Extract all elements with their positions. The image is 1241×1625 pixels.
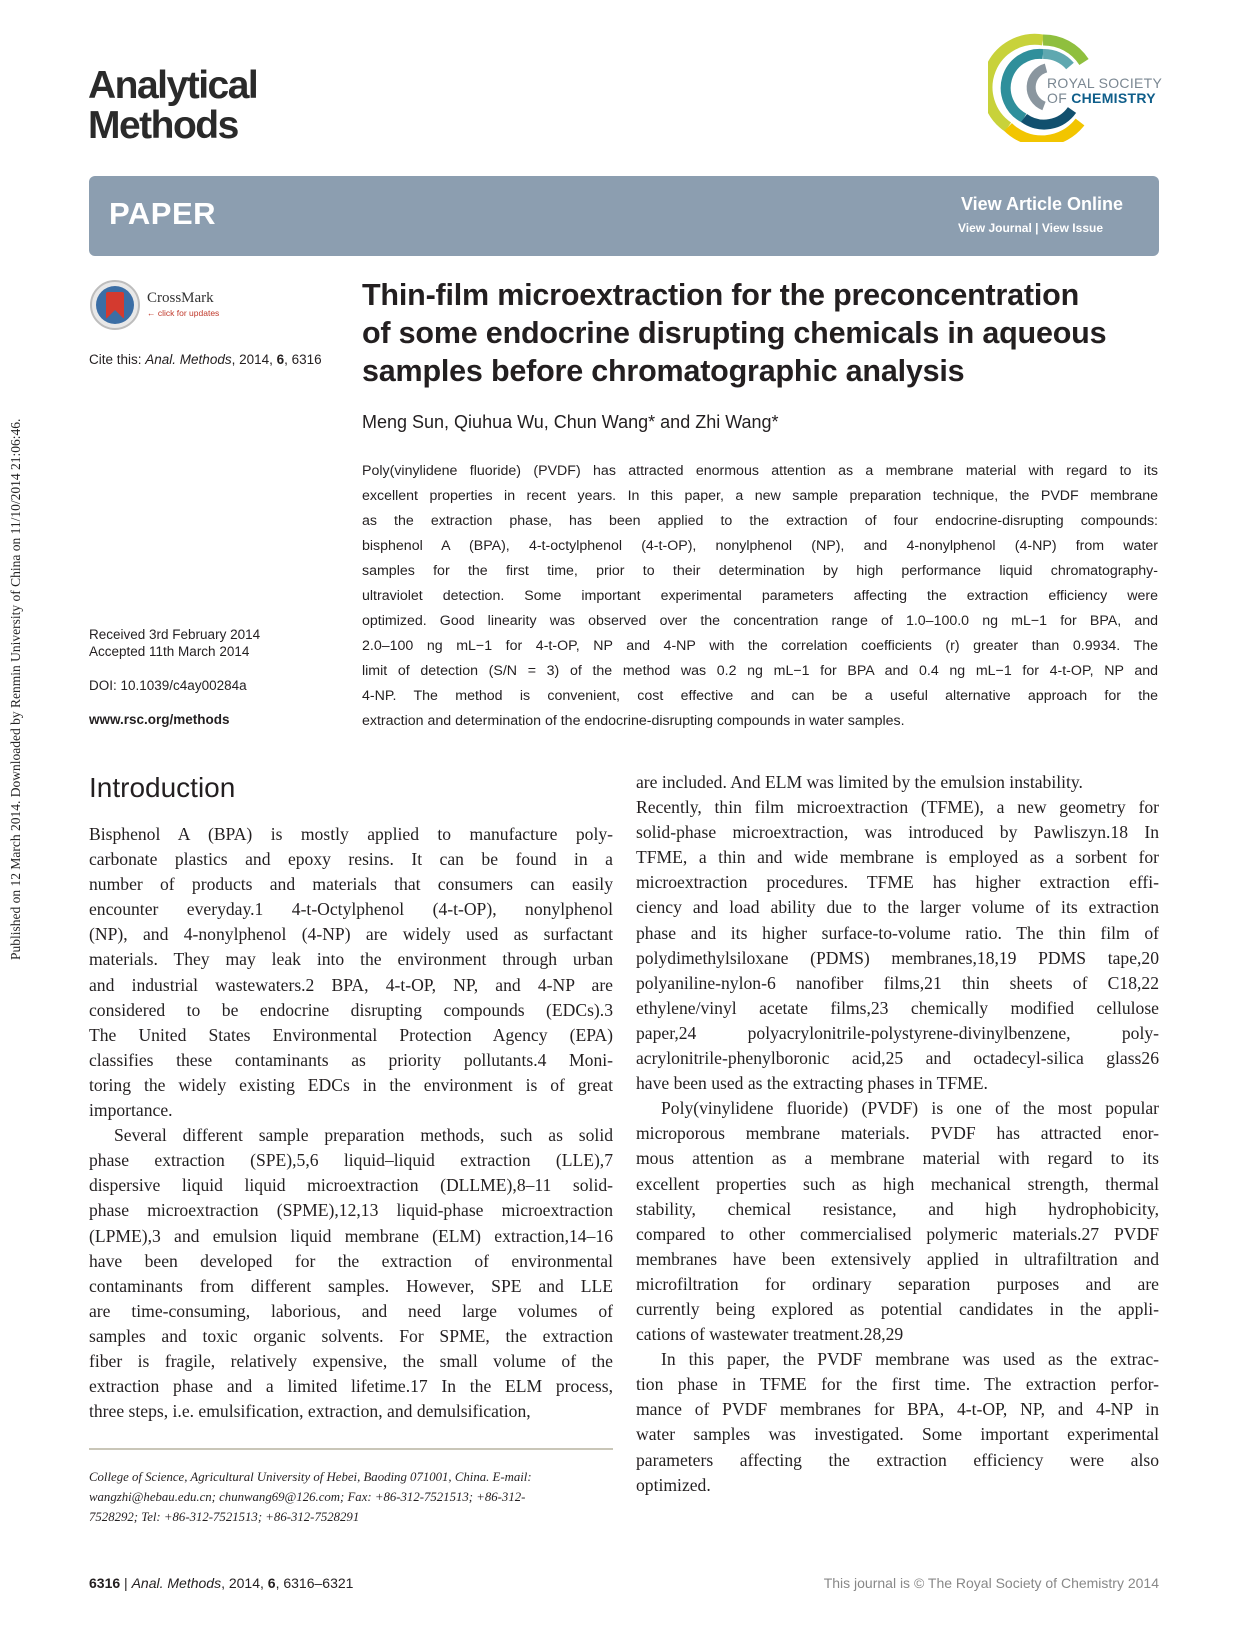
citation-year: , 2014,	[231, 352, 277, 367]
body-text-line: materials. They may leak into the environment through urban	[89, 949, 613, 970]
body-text-line: phase microextraction (SPME),12,13 liquid-phase microextraction	[89, 1200, 613, 1221]
footer-separator: |	[120, 1575, 132, 1591]
abstract-line: limit of detection (S/N = 3) of the method was 0.2 ng mL−1 for BPA and 0.4 ng mL−1 for 4-t-OP, NP and	[362, 663, 1158, 679]
article-type-banner	[89, 176, 1159, 256]
crossmark-sublabel-text: click for updates	[157, 308, 220, 318]
body-text-line: parameters affecting the extraction efficiency were also	[636, 1449, 1159, 1470]
body-text-line: In this paper, the PVDF membrane was used as the extrac-	[661, 1349, 1159, 1370]
body-text-line: currently being explored as potential candidates in the appli-	[636, 1298, 1159, 1319]
footer-volume: 6	[267, 1575, 276, 1591]
abstract-line: bisphenol A (BPA), 4-t-octylphenol (4-t-OP), nonylphenol (NP), and 4-nonylphenol (4-NP) from water	[362, 538, 1158, 554]
affiliation-line: College of Science, Agricultural University of Hebei, Baoding 071001, China. E-mail:	[89, 1470, 532, 1484]
download-watermark	[6, 310, 26, 960]
crossmark-badge[interactable]	[89, 279, 249, 333]
abstract-line: excellent properties in recent years. In this paper, a new sample preparation technique, the PVDF membrane	[362, 488, 1158, 504]
body-text-line: (NP), and 4-nonylphenol (4-NP) are widely used as surfactant	[89, 924, 613, 945]
body-text-line: polyaniline-nylon-6 nanofiber films,21 thin sheets of C18,22	[636, 972, 1159, 993]
body-text-line: phase extraction (SPE),5,6 liquid–liquid extraction (LLE),7	[89, 1150, 613, 1171]
abstract	[362, 459, 1158, 734]
citation	[89, 352, 322, 367]
body-text-line: fiber is fragile, relatively expensive, the small volume of the	[89, 1350, 613, 1371]
article-type-label: PAPER	[109, 196, 217, 231]
body-text-line: carbonate plastics and epoxy resins. It can be found in a	[89, 849, 613, 870]
section-heading-introduction: Introduction	[89, 772, 236, 803]
body-text-line: microextraction procedures. TFME has higher extraction effi-	[636, 872, 1159, 893]
banner-sublinks	[958, 221, 1103, 235]
body-text-line: dispersive liquid liquid microextraction (DLLME),8–11 solid-	[89, 1175, 613, 1196]
body-text-line: have been used as the extracting phases in TFME.	[636, 1073, 988, 1094]
body-text-line: microporous membrane materials. PVDF has attracted enor-	[636, 1123, 1159, 1144]
body-text-line: water samples was investigated. Some important experimental	[636, 1424, 1159, 1445]
body-text-line: ethylene/vinyl acetate films,23 chemically modified cellulose	[636, 997, 1159, 1018]
citation-page: , 6316	[284, 352, 322, 367]
rsc-logo-line2	[1047, 91, 1162, 106]
body-text-line: mous attention as a membrane material with regard to its	[636, 1148, 1159, 1169]
body-text-line: mance of PVDF membranes for BPA, 4-t-OP, NP, and 4-NP in	[636, 1399, 1159, 1420]
body-text-line: number of products and materials that consumers can easily	[89, 874, 613, 895]
download-watermark-text: Published on 12 March 2014. Downloaded by Renmin University of China on 11/10/2014 21:06:46.	[8, 418, 23, 960]
article-title	[362, 276, 1172, 390]
body-text-line: polydimethylsiloxane (PDMS) membranes,18,19 PDMS tape,20	[636, 947, 1159, 968]
affiliation-line: wangzhi@hebau.edu.cn; chunwang69@126.com; Fax: +86-312-7521513; +86-312-	[89, 1490, 526, 1504]
doi[interactable]: DOI: 10.1039/c4ay00284a	[89, 678, 247, 693]
body-text-line: excellent properties such as high mechanical strength, thermal	[636, 1173, 1159, 1194]
body-text-line: are included. And ELM was limited by the emulsion instability.	[636, 772, 1083, 792]
crossmark-sublabel	[147, 308, 219, 318]
body-text-line: microfiltration for ordinary separation purposes and are	[636, 1273, 1159, 1294]
journal-title	[88, 66, 257, 146]
crossmark-icon	[89, 279, 141, 331]
citation-volume: 6	[276, 352, 285, 367]
author-list: Meng Sun, Qiuhua Wu, Chun Wang* and Zhi Wang*	[362, 412, 779, 432]
body-text-line: solid-phase microextraction, was introduced by Pawliszyn.18 In	[636, 822, 1159, 843]
body-text-line: have been developed for the extraction of environmental	[89, 1250, 613, 1271]
abstract-line: 2.0–100 ng mL−1 for 4-t-OP, NP and 4-NP with the correlation coefficients (r) greater than 0.9934. The	[362, 638, 1158, 654]
journal-title-line2: Methods	[88, 104, 238, 147]
body-text-line: stability, chemical resistance, and high hydrophobicity,	[636, 1198, 1159, 1219]
body-text-line: acrylonitrile-phenylboronic acid,25 and octadecyl-silica glass26	[636, 1048, 1159, 1069]
body-text-line: cations of wastewater treatment.28,29	[636, 1324, 904, 1345]
abstract-line: optimized. Good linearity was observed over the concentration range of 1.0–100.0 ng mL−1 for BPA, and	[362, 613, 1158, 629]
body-text-line: Several different sample preparation methods, such as solid	[114, 1125, 613, 1146]
rsc-logo	[988, 32, 1168, 142]
citation-label: Cite this:	[89, 352, 146, 367]
body-text-line: TFME, a thin and wide membrane is employed as a sorbent for	[636, 847, 1159, 868]
body-text-line: Recently, thin film microextraction (TFME), a new geometry for	[636, 797, 1159, 818]
body-text-line: contaminants from different samples. However, SPE and LLE	[89, 1275, 613, 1296]
body-text-line: classifies these contaminants as priority pollutants.4 Moni-	[89, 1049, 613, 1070]
rsc-logo-line2a: OF	[1047, 90, 1072, 106]
body-text-line: considered to be endocrine disrupting compounds (EDCs).3	[89, 999, 613, 1020]
body-text-line: paper,24 polyacrylonitrile-polystyrene-divinylbenzene, poly-	[636, 1022, 1159, 1043]
body-text-line: The United States Environmental Protection Agency (EPA)	[89, 1024, 613, 1045]
body-text-line: (LPME),3 and emulsion liquid membrane (ELM) extraction,14–16	[89, 1225, 613, 1246]
body-text-line: Bisphenol A (BPA) is mostly applied to manufacture poly-	[89, 824, 613, 844]
journal-website-link[interactable]: www.rsc.org/methods	[89, 712, 230, 727]
body-text-line: phase and its higher surface-to-volume ratio. The thin film of	[636, 922, 1159, 943]
body-text-line: three steps, i.e. emulsification, extraction, and demulsification,	[89, 1401, 531, 1422]
rsc-logo-wordmark	[1047, 76, 1162, 106]
view-journal-link[interactable]: View Journal	[958, 221, 1032, 235]
footer-pages: , 6316–6321	[275, 1575, 354, 1591]
abstract-line: Poly(vinylidene fluoride) (PVDF) has attracted enormous attention as a membrane material with regard to its	[362, 463, 1158, 479]
banner-separator: |	[1031, 221, 1042, 235]
body-text-line: and industrial wastewaters.2 BPA, 4-t-OP, NP, and 4-NP are	[89, 974, 613, 995]
accepted-date: Accepted 11th March 2014	[89, 644, 250, 659]
body-text-line: extraction phase and a limited lifetime.17 In the ELM process,	[89, 1376, 613, 1397]
body-text-line: importance.	[89, 1100, 173, 1121]
body-column-right	[636, 770, 1159, 1498]
page-footer-citation	[89, 1575, 353, 1591]
crossmark-label: CrossMark	[147, 290, 214, 306]
body-text-line: encounter everyday.1 4-t-Octylphenol (4-t-OP), nonylphenol	[89, 899, 613, 920]
rsc-logo-line2b: CHEMISTRY	[1071, 90, 1156, 106]
view-article-online-link[interactable]: View Article Online	[960, 194, 1123, 214]
page-number: 6316	[89, 1575, 121, 1591]
body-text-line: membranes have been extensively applied in ultrafiltration and	[636, 1248, 1159, 1269]
body-text-line: optimized.	[636, 1474, 711, 1495]
body-text-line: ciency and load ability due to the larger volume of its extraction	[636, 897, 1159, 918]
body-text-line: are time-consuming, laborious, and need large volumes of	[89, 1300, 613, 1321]
journal-title-line1: Analytical	[88, 64, 258, 107]
body-text-line: compared to other commercialised polymeric materials.27 PVDF	[636, 1223, 1159, 1244]
body-text-line: tion phase in TFME for the first time. The extraction perfor-	[636, 1374, 1159, 1395]
footer-journal: Anal. Methods	[131, 1575, 222, 1591]
affiliation-footnote	[89, 1467, 613, 1527]
citation-journal: Anal. Methods	[145, 352, 232, 367]
affiliation-line: 7528292; Tel: +86-312-7521513; +86-312-7528291	[89, 1510, 360, 1524]
body-text-line: toring the widely existing EDCs in the environment is of great	[89, 1074, 613, 1095]
abstract-line: ultraviolet detection. Some important experimental parameters affecting the extraction efficiency were	[362, 588, 1158, 604]
body-column-left	[89, 822, 613, 1424]
arrow-left-icon: ←	[147, 308, 158, 318]
copyright-notice: This journal is © The Royal Society of Chemistry 2014	[823, 1575, 1159, 1591]
body-text-line: samples and toxic organic solvents. For SPME, the extraction	[89, 1325, 613, 1346]
abstract-line: extraction and determination of the endocrine-disrupting compounds in water samples.	[362, 713, 905, 729]
abstract-line: as the extraction phase, has been applied to the extraction of four endocrine-disrupting compounds:	[362, 513, 1158, 529]
abstract-line: samples for the first time, prior to their determination by high performance liquid chromatography-	[362, 563, 1158, 579]
title-line: of some endocrine disrupting chemicals in aqueous	[362, 316, 1107, 350]
received-date: Received 3rd February 2014	[89, 627, 261, 642]
abstract-line: 4-NP. The method is convenient, cost effective and can be a useful alternative approach for the	[362, 688, 1158, 704]
body-text-line: Poly(vinylidene fluoride) (PVDF) is one of the most popular	[661, 1098, 1159, 1119]
title-line: samples before chromatographic analysis	[362, 354, 965, 388]
title-line: Thin-film microextraction for the preconcentration	[362, 278, 1079, 312]
view-issue-link[interactable]: View Issue	[1041, 221, 1103, 235]
footnote-divider	[89, 1448, 613, 1450]
rsc-logo-line1: ROYAL SOCIETY	[1047, 75, 1163, 91]
footer-year: , 2014,	[221, 1575, 268, 1591]
